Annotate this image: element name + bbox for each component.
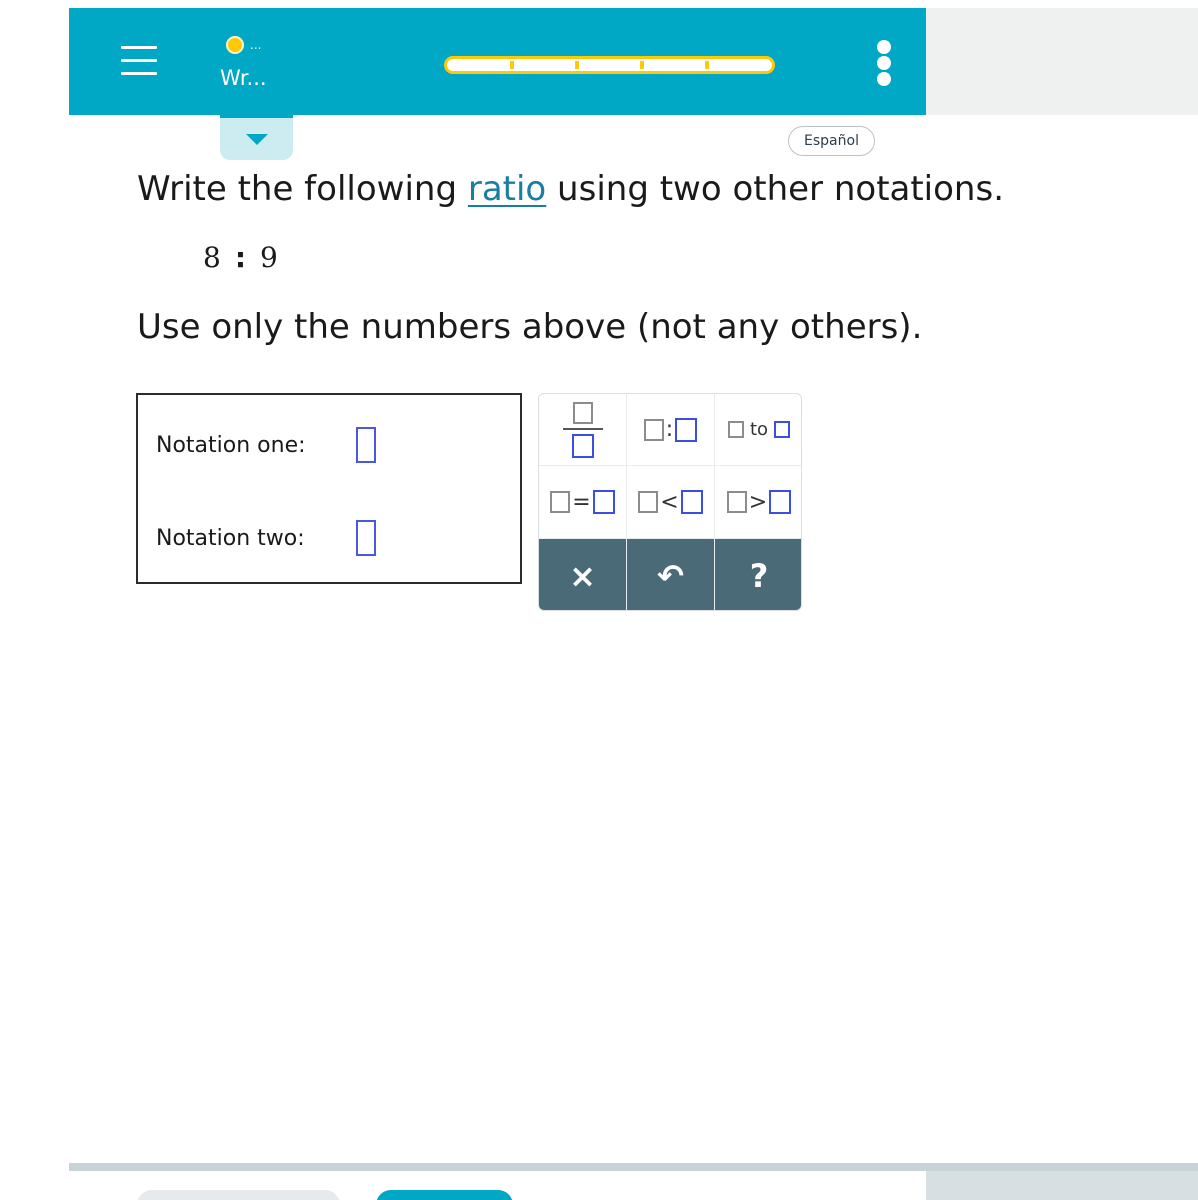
more-options-icon[interactable] [875,40,893,86]
notation-two-label: Notation two: [156,525,305,551]
caret-down-icon [246,134,268,145]
progress-segment [709,61,770,69]
undo-icon: ↶ [657,556,684,595]
topic-status [226,36,261,54]
progress-segment [579,61,644,69]
progress-bar [444,56,775,74]
ratio-left-number: 8 [203,241,221,274]
box-icon [769,490,791,514]
help-button[interactable] [715,539,802,611]
menu-icon[interactable] [121,46,157,76]
to-ratio-key[interactable] [715,394,802,465]
clear-button[interactable] [539,539,626,611]
answer-panel [136,393,522,584]
top-bar [69,8,926,115]
to-word: to [749,419,769,440]
expand-topic-button[interactable] [220,115,293,160]
colon-symbol: : [665,417,674,442]
box-icon [675,418,697,442]
less-than-symbol: < [660,489,679,515]
numerator-box-icon [573,402,593,424]
side-panel-background [926,8,1198,115]
box-icon [644,419,664,441]
box-icon [638,491,658,513]
ratio-glossary-link[interactable]: ratio [467,169,547,209]
notation-two-row [156,520,376,556]
box-icon [593,490,615,514]
box-icon [774,421,790,438]
footer-primary-button[interactable] [376,1190,513,1200]
instruction-text: Use only the numbers above (not any others). [137,307,923,347]
progress-segment [644,61,709,69]
footer-side-panel [926,1171,1198,1200]
help-icon: ? [749,556,769,595]
status-dot-icon [226,36,244,54]
prompt-text-before: Write the following [137,169,468,209]
greater-than-key[interactable] [715,466,802,538]
footer-divider [69,1163,1198,1171]
prompt-text-after: using two other notations. [546,169,1005,209]
box-icon [728,421,744,438]
less-than-key[interactable] [627,466,714,538]
ratio-colon: : [234,241,247,274]
math-keypad [538,393,802,611]
notation-two-input[interactable] [356,520,376,556]
undo-button[interactable] [627,539,714,611]
box-icon [550,491,570,513]
fraction-key[interactable] [539,394,626,465]
box-icon [681,490,703,514]
clear-icon: × [569,556,596,595]
equals-symbol: = [572,489,591,515]
progress-segment [449,61,514,69]
equals-key[interactable] [539,466,626,538]
topic-title[interactable]: Wr... [220,66,267,90]
status-ellipsis: ... [250,38,262,52]
greater-than-symbol: > [748,489,768,515]
notation-one-row [156,427,376,463]
question-prompt [137,168,1004,210]
language-toggle-button[interactable]: Español [788,126,875,156]
footer-secondary-button[interactable] [137,1190,340,1200]
colon-ratio-key[interactable] [627,394,714,465]
box-icon [727,491,747,513]
denominator-box-icon [572,434,594,458]
given-ratio [203,240,278,276]
notation-one-input[interactable] [356,427,376,463]
fraction-template-icon [563,402,603,458]
progress-segment [514,61,579,69]
ratio-right-number: 9 [260,241,278,274]
notation-one-label: Notation one: [156,432,306,458]
